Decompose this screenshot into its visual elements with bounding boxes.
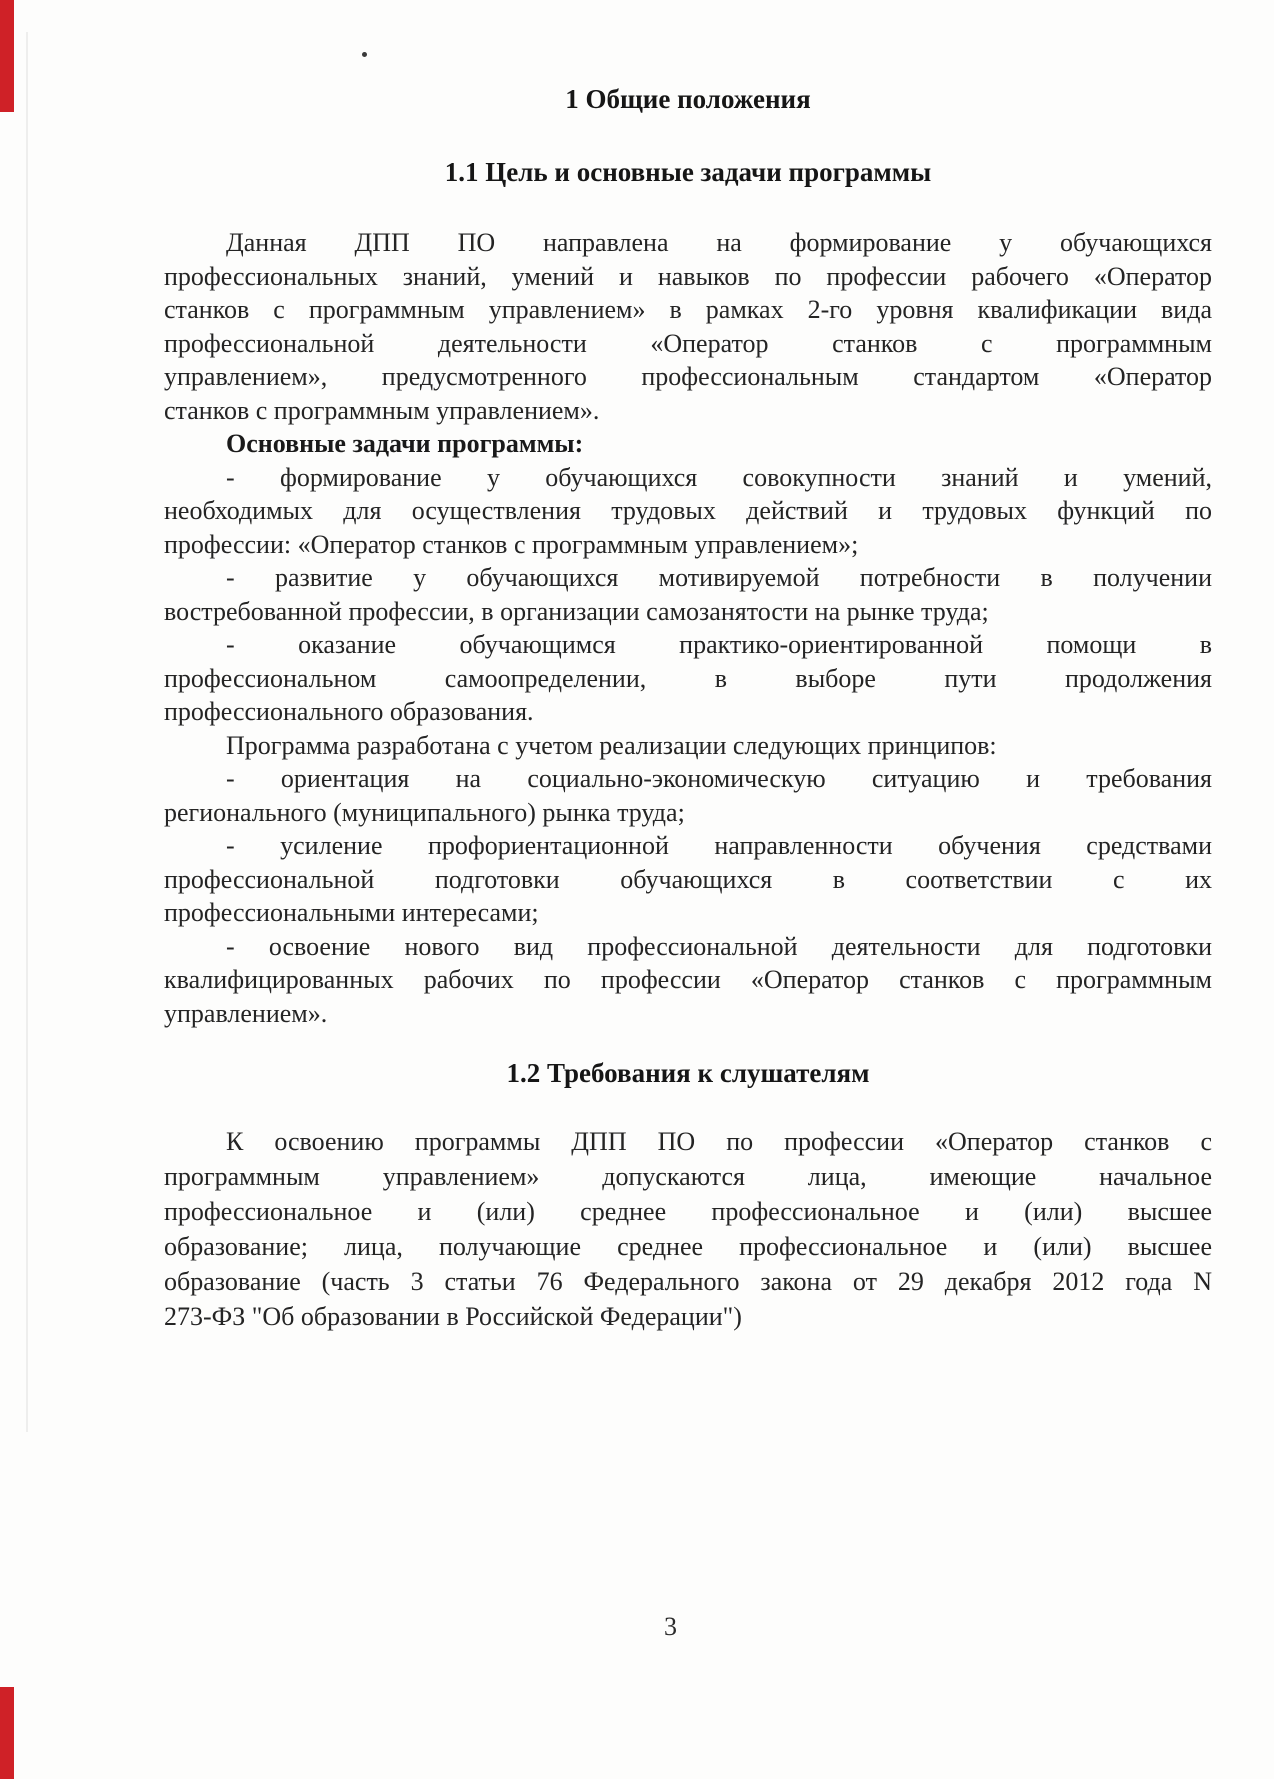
- scan-artifact-dot: [362, 52, 367, 57]
- text-line: профессиональными интересами;: [164, 898, 539, 927]
- text-line: Основные задачи программы:: [226, 429, 584, 458]
- page-number: 3: [664, 1612, 677, 1641]
- bullet-forming-knowledge: [164, 461, 1212, 562]
- bullet-orientation-labor-market: [164, 762, 1212, 829]
- text-line: Данная ДПП ПО направлена на формирование у обучающихся: [226, 228, 1212, 257]
- scan-artifact-line: [26, 32, 28, 1432]
- subsection-heading-requirements: 1.2 Требования к слушателям: [506, 1058, 870, 1088]
- text-line: - освоение нового вид профессиональной деятельности для подготовки: [226, 931, 1212, 961]
- text-line: - оказание обучающимся практико-ориентированной помощи в: [226, 630, 1212, 659]
- text-line: программным управлением» допускаются лица, имеющие начальное: [164, 1162, 1212, 1191]
- text-line: станков с программным управлением» в рамках 2-го уровня квалификации вида: [164, 295, 1212, 324]
- text-line: - формирование у обучающихся совокупности знаний и умений,: [226, 462, 1212, 492]
- text-line: необходимых для осуществления трудовых действий и трудовых функций по: [164, 496, 1212, 525]
- paragraph-admission-requirements: [164, 1124, 1212, 1334]
- text-line: профессии: «Оператор станков с программным управлением»;: [164, 529, 859, 559]
- text-line: квалифицированных рабочих по профессии «Оператор станков с программным: [164, 965, 1212, 994]
- bullet-practical-help: [164, 628, 1212, 729]
- bullet-new-activity: [164, 930, 1212, 1031]
- bullet-career-guidance: [164, 829, 1212, 930]
- body-text-section-2: [164, 1124, 1212, 1334]
- subsection-heading-goals: 1.1 Цель и основные задачи программы: [444, 157, 932, 187]
- text-line: профессионального образования.: [164, 697, 534, 726]
- text-line: - развитие у обучающихся мотивируемой потребности в получении: [226, 563, 1212, 592]
- paragraph-principles-intro: [164, 729, 1212, 763]
- text-line: профессиональное и (или) среднее профессиональное и (или) высшее: [164, 1197, 1212, 1226]
- text-line: профессиональной подготовки обучающихся в соответствии с их: [164, 864, 1212, 894]
- text-line: востребованной профессии, в организации самозанятости на рынке труда;: [164, 596, 989, 626]
- text-line: Программа разработана с учетом реализации следующих принципов:: [226, 730, 997, 760]
- text-line: профессиональных знаний, умений и навыков по профессии рабочего «Оператор: [164, 261, 1212, 291]
- text-line: образование; лица, получающие среднее профессиональное и (или) высшее: [164, 1232, 1212, 1261]
- text-line: 273-ФЗ "Об образовании в Российской Федерации"): [164, 1302, 742, 1331]
- text-line: регионального (муниципального) рынка труда;: [164, 797, 685, 827]
- paragraph-program-purpose: [164, 226, 1212, 427]
- body-text-section-1: [164, 226, 1212, 1030]
- section-heading-general-provisions: 1 Общие положения: [565, 84, 811, 114]
- text-line: управлением».: [164, 998, 328, 1028]
- text-line: профессиональной деятельности «Оператор станков с программным: [164, 328, 1212, 358]
- text-line: К освоению программы ДПП ПО по профессии «Оператор станков с: [226, 1127, 1212, 1156]
- text-line: образование (часть 3 статьи 76 Федерального закона от 29 декабря 2012 года N: [164, 1267, 1212, 1296]
- bullet-developing-motivation: [164, 561, 1212, 628]
- inline-heading-main-tasks: [164, 427, 1212, 461]
- scan-red-mark-top: [0, 0, 14, 112]
- text-line: - ориентация на социально-экономическую ситуацию и требования: [226, 764, 1212, 793]
- text-line: - усиление профориентационной направленности обучения средствами: [226, 831, 1212, 860]
- text-line: профессиональном самоопределении, в выборе пути продолжения: [164, 663, 1212, 693]
- text-line: управлением», предусмотренного профессиональным стандартом «Оператор: [164, 362, 1212, 391]
- scan-red-mark-bottom: [0, 1687, 14, 1779]
- text-line: станков с программным управлением».: [164, 395, 600, 425]
